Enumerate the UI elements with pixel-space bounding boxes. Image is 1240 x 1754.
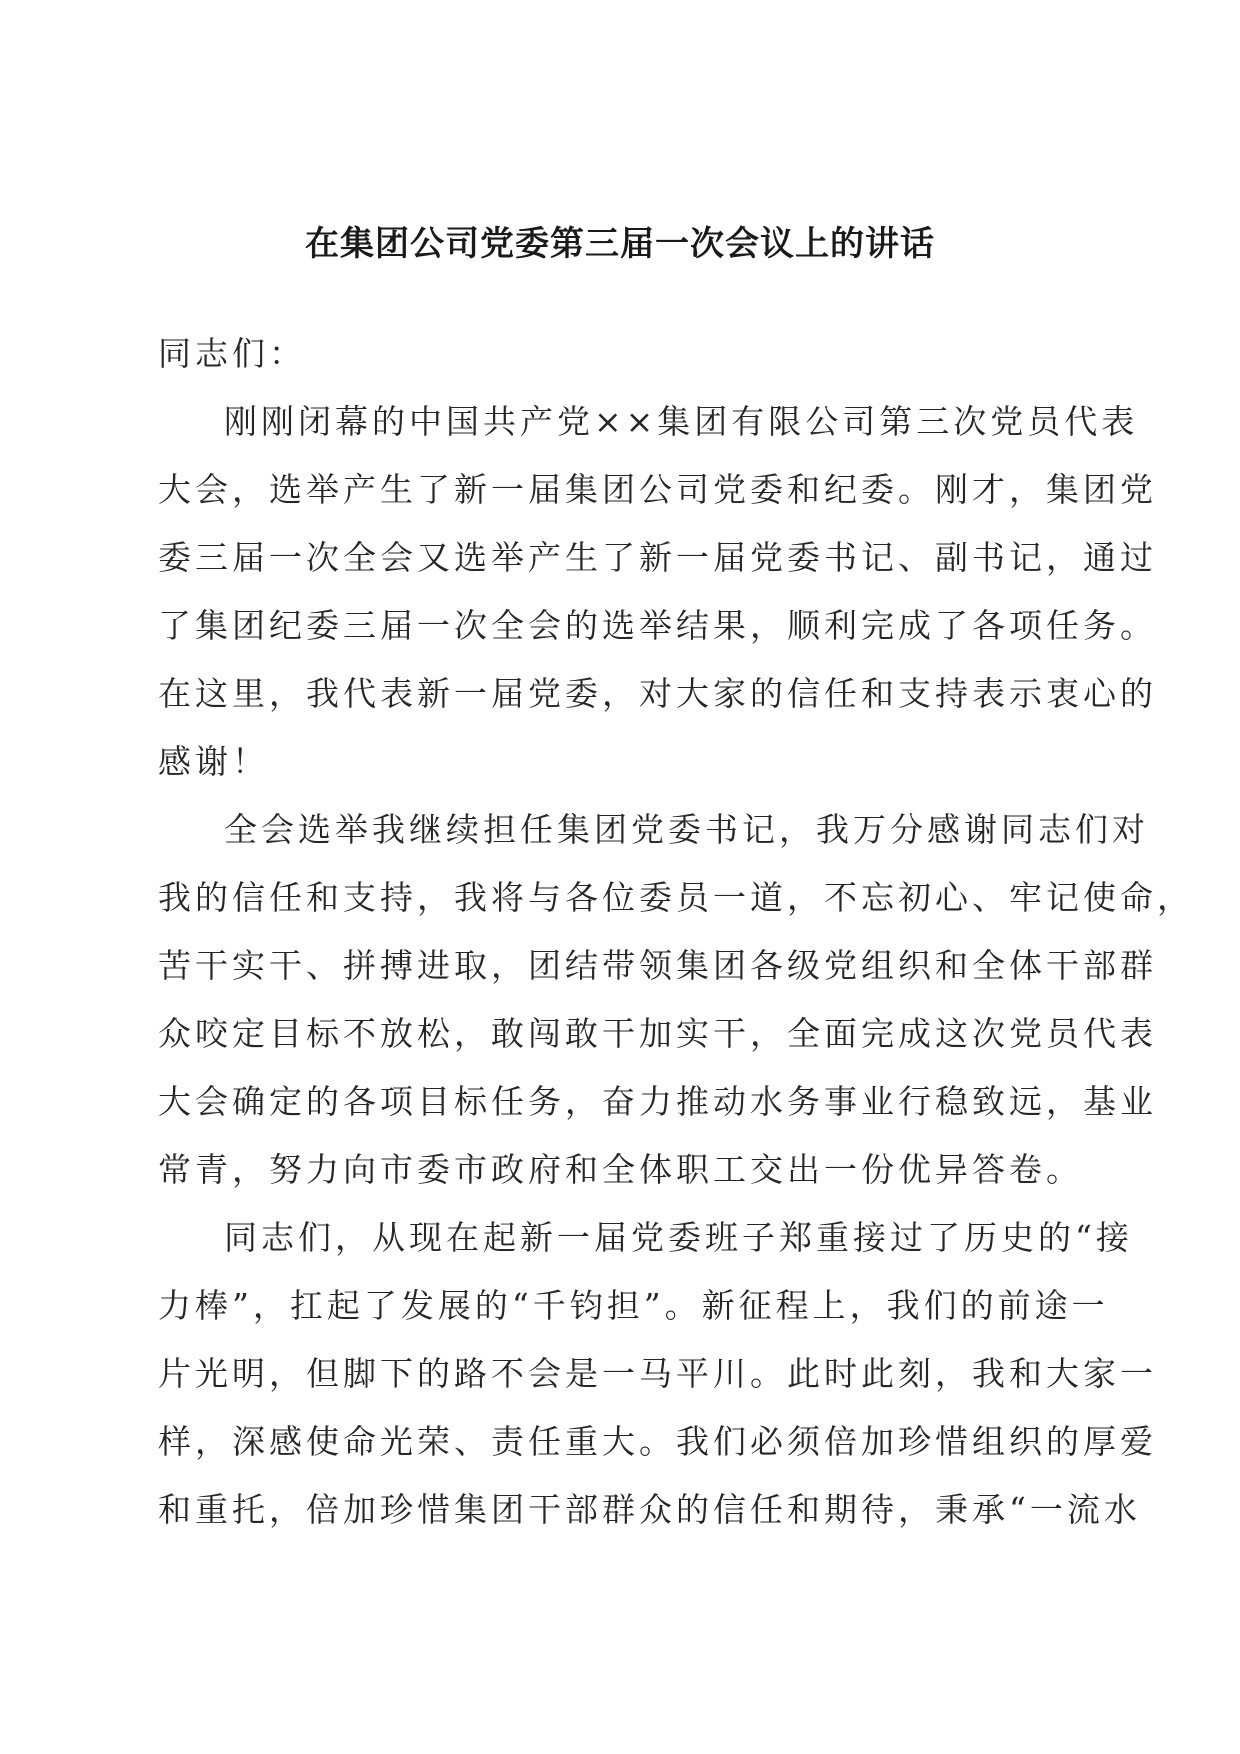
paragraph-1 [158,388,1157,796]
paragraph-line: 感谢！ [158,742,269,781]
document-body [158,320,1194,1544]
paragraph-line: 委三届一次全会又选举产生了新一届党委书记、副书记，通过 [158,538,1157,577]
paragraph-line: 了集团纪委三届一次全会的选举结果，顺利完成了各项任务。 [158,606,1157,645]
paragraph-line: 在这里，我代表新一届党委，对大家的信任和支持表示衷心的 [158,674,1157,713]
paragraph-line: 我的信任和支持，我将与各位委员一道，不忘初心、牢记使命， [158,878,1194,917]
paragraph-line: 片光明，但脚下的路不会是一马平川。此时此刻，我和大家一 [158,1354,1157,1393]
paragraph-line: 大会，选举产生了新一届集团公司党委和纪委。刚才，集团党 [158,470,1157,509]
paragraph-line: 和重托，倍加珍惜集团干部群众的信任和期待，秉承“一流水 [158,1490,1141,1529]
paragraph-line: 苦干实干、拼搏进取，团结带领集团各级党组织和全体干部群 [158,946,1157,985]
paragraph-line: 常青，努力向市委市政府和全体职工交出一份优异答卷。 [158,1150,1083,1189]
paragraph-line: 刚刚闭幕的中国共产党××集团有限公司第三次党员代表 [224,402,1139,441]
paragraph-3 [158,1204,1157,1544]
document-title: 在集团公司党委第三届一次会议上的讲话 [305,224,935,264]
paragraph-2 [158,796,1194,1204]
paragraph-line: 大会确定的各项目标任务，奋力推动水务事业行稳致远，基业 [158,1082,1157,1121]
salutation: 同志们： [158,334,306,373]
paragraph-line: 样，深感使命光荣、责任重大。我们必须倍加珍惜组织的厚爱 [158,1422,1157,1461]
paragraph-line: 众咬定目标不放松，敢闯敢干加实干，全面完成这次党员代表 [158,1014,1157,1053]
paragraph-line: 全会选举我继续担任集团党委书记，我万分感谢同志们对 [224,810,1149,849]
paragraph-line: 力棒”，扛起了发展的“千钧担”。新征程上，我们的前途一 [158,1286,1109,1325]
paragraph-line: 同志们，从现在起新一届党委班子郑重接过了历史的“接 [224,1218,1133,1257]
